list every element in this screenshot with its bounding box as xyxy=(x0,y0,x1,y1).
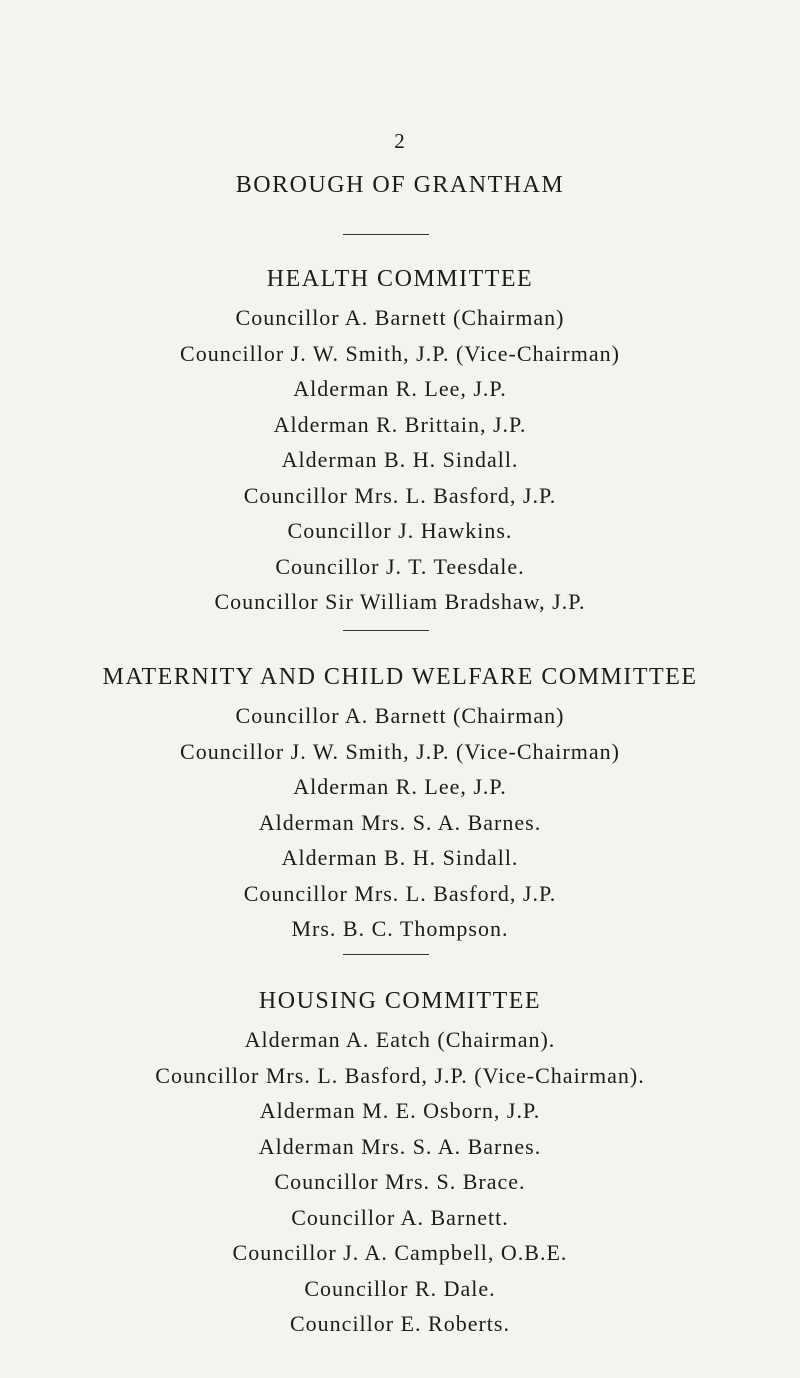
section-heading: HOUSING COMMITTEE xyxy=(258,988,542,1014)
member-line: Councillor Mrs. L. Basford, J.P. xyxy=(243,880,557,906)
member-line: Councillor J. T. Teesdale. xyxy=(275,553,525,579)
member-line: Alderman M. E. Osborn, J.P. xyxy=(259,1098,541,1123)
document-title: BOROUGH OF GRANTHAM xyxy=(235,172,565,198)
member-line: Alderman R. Lee, J.P. xyxy=(293,376,507,401)
page-number: 2 xyxy=(394,129,406,153)
section-heading: HEALTH COMMITTEE xyxy=(266,266,534,292)
member-line: Mrs. B. C. Thompson. xyxy=(291,916,509,941)
member-line: Alderman A. Eatch (Chairman). xyxy=(244,1027,556,1052)
divider-rule xyxy=(343,234,429,235)
member-line: Councillor J. W. Smith, J.P. (Vice-Chairman) xyxy=(180,340,620,366)
member-line: Councillor Mrs. L. Basford, J.P. (Vice-Chairman). xyxy=(155,1062,645,1088)
member-line: Alderman Mrs. S. A. Barnes. xyxy=(258,1133,542,1159)
member-line: Councillor J. W. Smith, J.P. (Vice-Chairman) xyxy=(180,738,620,764)
member-line: Councillor J. Hawkins. xyxy=(287,518,513,543)
housing-committee-section xyxy=(0,980,800,1342)
member-line: Alderman R. Brittain, J.P. xyxy=(273,411,527,437)
member-line: Alderman B. H. Sindall. xyxy=(281,447,519,472)
member-line: Alderman B. H. Sindall. xyxy=(281,845,519,870)
member-line: Councillor A. Barnett. xyxy=(291,1204,509,1230)
health-committee-section xyxy=(0,258,800,620)
divider-rule xyxy=(343,954,429,955)
member-line: Councillor Sir William Bradshaw, J.P. xyxy=(214,589,586,614)
divider-rule xyxy=(343,630,429,631)
member-line: Councillor J. A. Campbell, O.B.E. xyxy=(232,1240,568,1265)
member-line: Councillor Mrs. L. Basford, J.P. xyxy=(243,482,557,508)
member-line: Alderman R. Lee, J.P. xyxy=(293,774,507,799)
section-heading: MATERNITY AND CHILD WELFARE COMMITTEE xyxy=(102,664,698,690)
member-line: Councillor E. Roberts. xyxy=(290,1311,510,1336)
member-line: Councillor A. Barnett (Chairman) xyxy=(235,305,565,330)
member-line: Councillor Mrs. S. Brace. xyxy=(274,1169,526,1194)
member-line: Councillor R. Dale. xyxy=(304,1275,496,1301)
member-line: Councillor A. Barnett (Chairman) xyxy=(235,703,565,728)
member-line: Alderman Mrs. S. A. Barnes. xyxy=(258,809,542,835)
maternity-committee-section xyxy=(0,656,800,947)
